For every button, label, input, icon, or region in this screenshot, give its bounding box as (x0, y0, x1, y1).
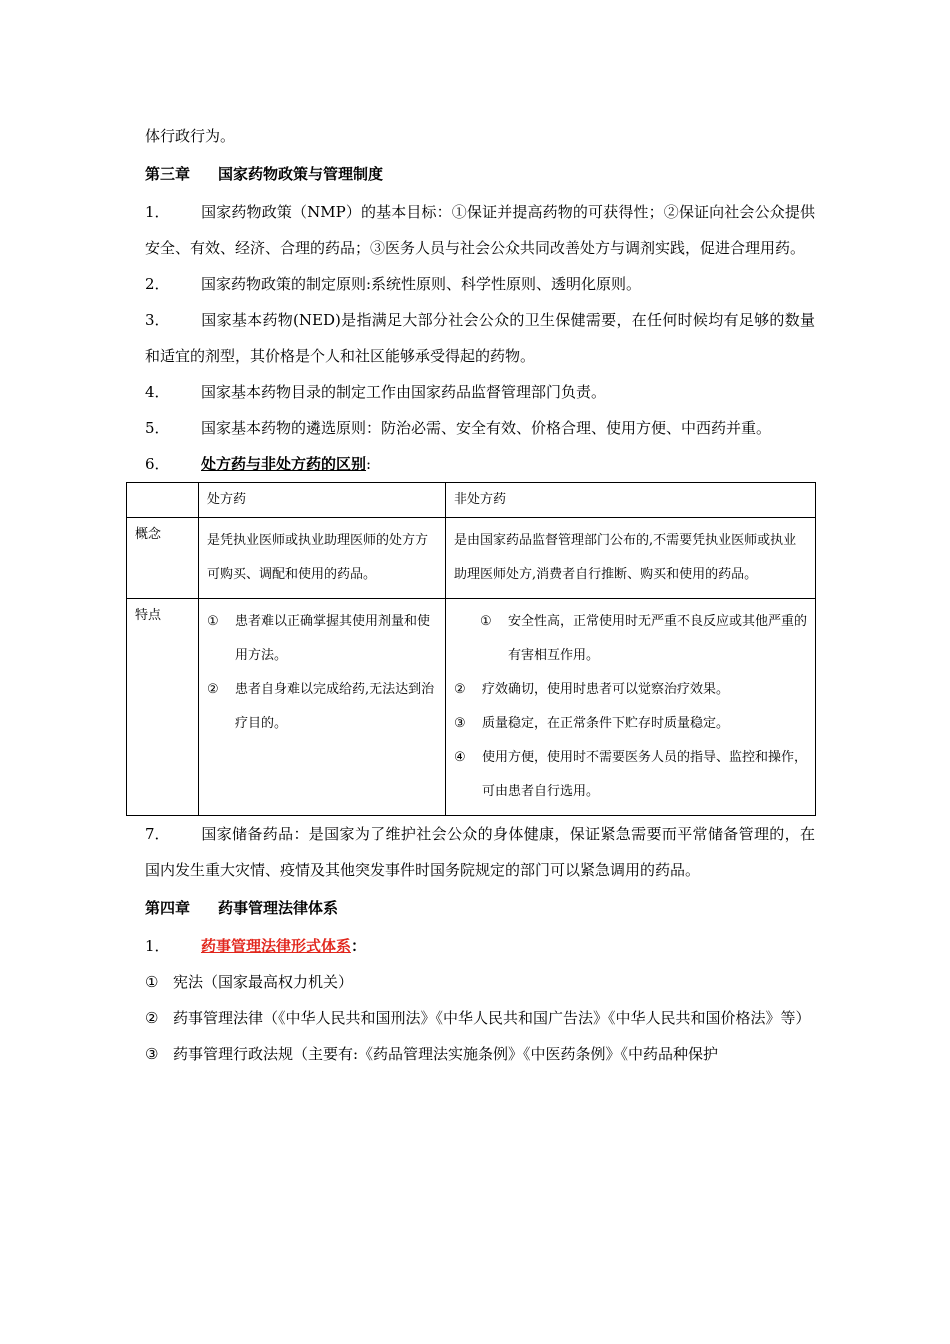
comparison-table (126, 482, 816, 816)
list-marker: ① (480, 614, 492, 629)
ch4-item-1 (145, 928, 815, 964)
list-marker: ① (145, 973, 159, 991)
list-text: 宪法（国家最高权力机关） (173, 973, 354, 991)
item-6 (145, 446, 815, 482)
item-2 (145, 266, 815, 302)
row-label-features: 特点 (127, 599, 199, 816)
document-page (135, 118, 815, 1072)
item-number: 3． (145, 311, 170, 329)
item-3 (145, 302, 815, 374)
chapter-label: 第三章 (145, 165, 191, 183)
list-marker: ② (454, 682, 466, 697)
law-level-1 (145, 964, 815, 1000)
item-7 (145, 816, 815, 888)
list-text: 药事管理行政法规（主要有:《药品管理法实施条例》《中医药条例》《中药品种保护 (173, 1045, 719, 1063)
list-text: 药事管理法律（《中华人民共和国刑法》《中华人民共和国广告法》《中华人民共和国价格法》等） (173, 1009, 811, 1027)
item-title: 处方药与非处方药的区别 (201, 455, 367, 473)
item-text: 国家基本药物的遴选原则：防治必需、安全有效、价格合理、使用方便、中西药并重。 (201, 419, 772, 437)
list-marker: ③ (454, 716, 466, 731)
item-text: 国家储备药品：是国家为了维护社会公众的身体健康，保证紧急需要而平常储备管理的，在国内发生重大灾情、疫情及其他突发事件时国务院规定的部门可以紧急调用的药品。 (145, 825, 815, 879)
list-item (454, 741, 807, 809)
list-item (480, 605, 807, 673)
item-text: 国家药物政策的制定原则:系统性原则、科学性原则、透明化原则。 (201, 275, 642, 293)
list-text: 使用方便，使用时不需要医务人员的指导、监控和操作，可由患者自行选用。 (482, 750, 808, 799)
item-text: 国家基本药物(NED)是指满足大部分社会公众的卫生保健需要，在任何时候均有足够的数量和适宜的剂型，其价格是个人和社区能够承受得起的药物。 (145, 311, 815, 365)
list-marker: ② (145, 1009, 159, 1027)
item-5 (145, 410, 815, 446)
list-marker: ③ (145, 1045, 159, 1063)
chapter-title: 药事管理法律体系 (218, 899, 339, 917)
item-number: 5． (145, 419, 170, 437)
item-colon: : (366, 455, 372, 473)
table-row-concept (127, 518, 816, 599)
features-otc-cell (446, 599, 816, 816)
list-item (207, 605, 437, 673)
item-4 (145, 374, 815, 410)
list-item (454, 673, 807, 707)
item-number: 7． (145, 825, 170, 843)
paragraph-continuation: 体行政行为。 (145, 127, 236, 145)
concept-otc-cell: 是由国家药品监督管理部门公布的,不需要凭执业医师或执业助理医师处方,消费者自行推断、购买和使用的药品。 (446, 518, 816, 599)
table-header-row (127, 483, 816, 518)
item-1 (145, 194, 815, 266)
list-marker: ② (207, 682, 219, 697)
list-text: 安全性高，正常使用时无严重不良反应或其他严重的有害相互作用。 (508, 614, 808, 663)
list-text: 患者自身难以完成给药,无法达到治疗目的。 (235, 682, 435, 731)
item-number: 2． (145, 275, 170, 293)
item-text: 国家药物政策（NMP）的基本目标：①保证并提高药物的可获得性；②保证向社会公众提供安全、有效、经济、合理的药品；③医务人员与社会公众共同改善处方与调剂实践，促进合理用药。 (145, 203, 815, 257)
item-number: 1． (145, 203, 170, 221)
item-title-highlighted: 药事管理法律形式体系 (201, 937, 352, 955)
law-level-2 (145, 1000, 815, 1036)
list-text: 疗效确切，使用时患者可以觉察治疗效果。 (482, 682, 730, 697)
table-corner-cell (127, 483, 199, 518)
item-number: 1． (145, 937, 170, 955)
list-text: 质量稳定，在正常条件下贮存时质量稳定。 (482, 716, 730, 731)
item-number: 4． (145, 383, 170, 401)
item-colon: ： (351, 937, 367, 955)
list-marker: ① (207, 614, 219, 629)
list-item (454, 707, 807, 741)
chapter-label: 第四章 (145, 899, 191, 917)
chapter-title: 国家药物政策与管理制度 (218, 165, 384, 183)
chapter-3-heading (145, 154, 815, 194)
law-level-3 (145, 1036, 815, 1072)
table-row-features (127, 599, 816, 816)
item-number: 6． (145, 455, 170, 473)
chapter-4-heading (145, 888, 815, 928)
item-text: 国家基本药物目录的制定工作由国家药品监督管理部门负责。 (201, 383, 607, 401)
features-rx-cell (199, 599, 446, 816)
row-label-concept: 概念 (127, 518, 199, 599)
concept-rx-cell: 是凭执业医师或执业助理医师的处方方可购买、调配和使用的药品。 (199, 518, 446, 599)
list-marker: ④ (454, 750, 466, 765)
list-item (207, 673, 437, 741)
list-text: 患者难以正确掌握其使用剂量和使用方法。 (235, 614, 431, 663)
table-header-otc: 非处方药 (446, 483, 816, 518)
table-header-rx: 处方药 (199, 483, 446, 518)
